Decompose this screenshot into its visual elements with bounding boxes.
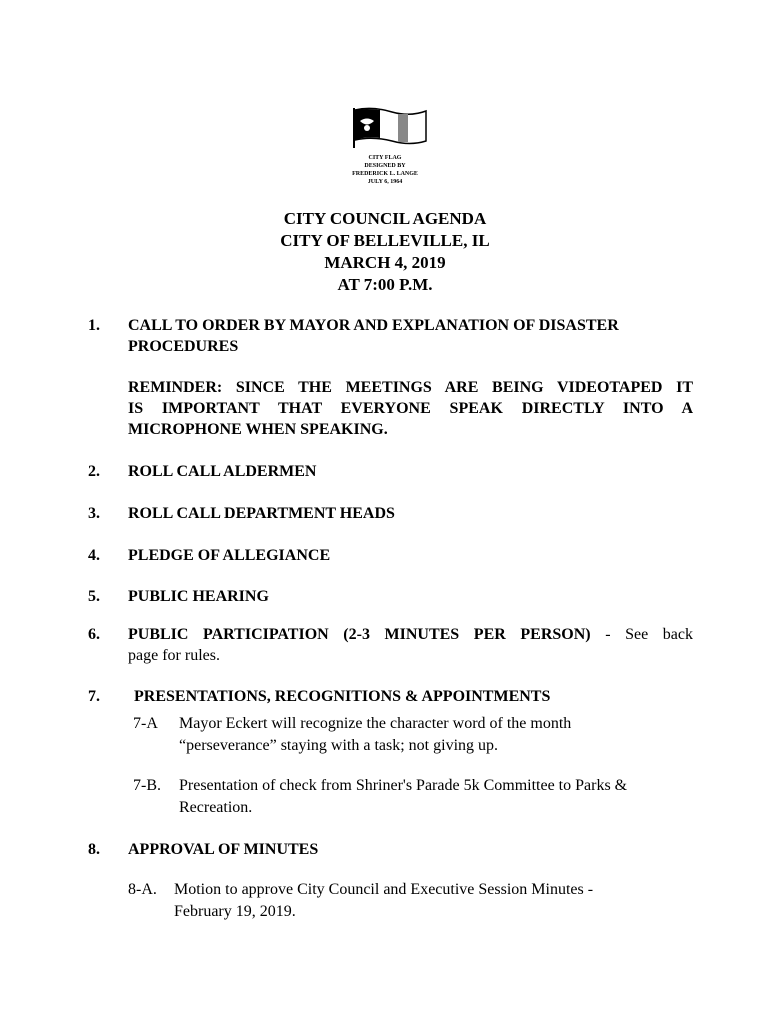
sub-item-text: [179, 713, 704, 757]
item-number: 6.: [88, 626, 100, 643]
item-number: 7.: [88, 688, 100, 705]
sub-item-line: Motion to approve City Council and Executive Session Minutes -: [174, 881, 594, 898]
item-text-line: PROCEDURES: [128, 338, 239, 355]
sub-item-line: Presentation of check from Shriner's Parade 5k Committee to Parks &: [179, 777, 628, 794]
flag-caption: [300, 154, 470, 186]
item-number: 8.: [88, 841, 100, 858]
meeting-time: AT 7:00 P.M.: [337, 275, 433, 294]
item-number: 2.: [88, 463, 100, 480]
item-text: APPROVAL OF MINUTES: [128, 841, 319, 858]
item-number: 5.: [88, 588, 100, 605]
item-text: [128, 624, 693, 666]
reminder-line: IS IMPORTANT THAT EVERYONE SPEAK DIRECTLY INTO A: [128, 400, 693, 417]
flag-caption-line: JULY 6, 1964: [367, 179, 403, 185]
meeting-date: MARCH 4, 2019: [324, 253, 446, 272]
reminder-line: MICROPHONE WHEN SPEAKING.: [128, 421, 388, 438]
item-text-line: [128, 624, 693, 645]
see-back-note: - See back: [590, 626, 693, 643]
item-number: 4.: [88, 547, 100, 564]
item-text: PUBLIC HEARING: [128, 588, 269, 605]
flag-icon: [352, 106, 430, 150]
item-number: 3.: [88, 505, 100, 522]
item-text-line: page for rules.: [128, 647, 220, 664]
sub-item-text: [179, 775, 704, 819]
sub-item-label: 7-B.: [133, 777, 161, 794]
item-text-line: CALL TO ORDER BY MAYOR AND EXPLANATION OF DISASTER: [128, 317, 619, 334]
sub-item-line: Recreation.: [179, 799, 253, 816]
item-number: 1.: [88, 317, 100, 334]
title-line: CITY OF BELLEVILLE, IL: [280, 231, 490, 250]
sub-item-label: 8-A.: [128, 881, 157, 898]
flag-caption-line: CITY FLAG: [368, 155, 402, 161]
item-text: PLEDGE OF ALLEGIANCE: [128, 547, 331, 564]
flag-caption-line: DESIGNED BY: [364, 163, 406, 169]
item-text: PRESENTATIONS, RECOGNITIONS & APPOINTMENTS: [134, 688, 551, 705]
reminder-text: [128, 377, 693, 440]
sub-item-line: “perseverance” staying with a task; not giving up.: [179, 737, 499, 754]
sub-item-label: 7-A: [133, 715, 158, 732]
item-text: ROLL CALL ALDERMEN: [128, 463, 317, 480]
public-participation-heading: PUBLIC PARTICIPATION (2-3 MINUTES PER PERSON): [128, 626, 591, 643]
agenda-title: [200, 208, 570, 296]
item-text: ROLL CALL DEPARTMENT HEADS: [128, 505, 395, 522]
item-text: [128, 315, 693, 357]
sub-item-line: Mayor Eckert will recognize the character word of the month: [179, 715, 572, 732]
reminder-line: REMINDER: SINCE THE MEETINGS ARE BEING VIDEOTAPED IT: [128, 379, 693, 396]
sub-item-line: February 19, 2019.: [174, 903, 296, 920]
title-line: CITY COUNCIL AGENDA: [283, 209, 487, 228]
sub-item-text: [174, 879, 699, 923]
flag-caption-line: FREDERICK L. LANGE: [352, 171, 418, 177]
city-flag-logo: [352, 106, 430, 150]
